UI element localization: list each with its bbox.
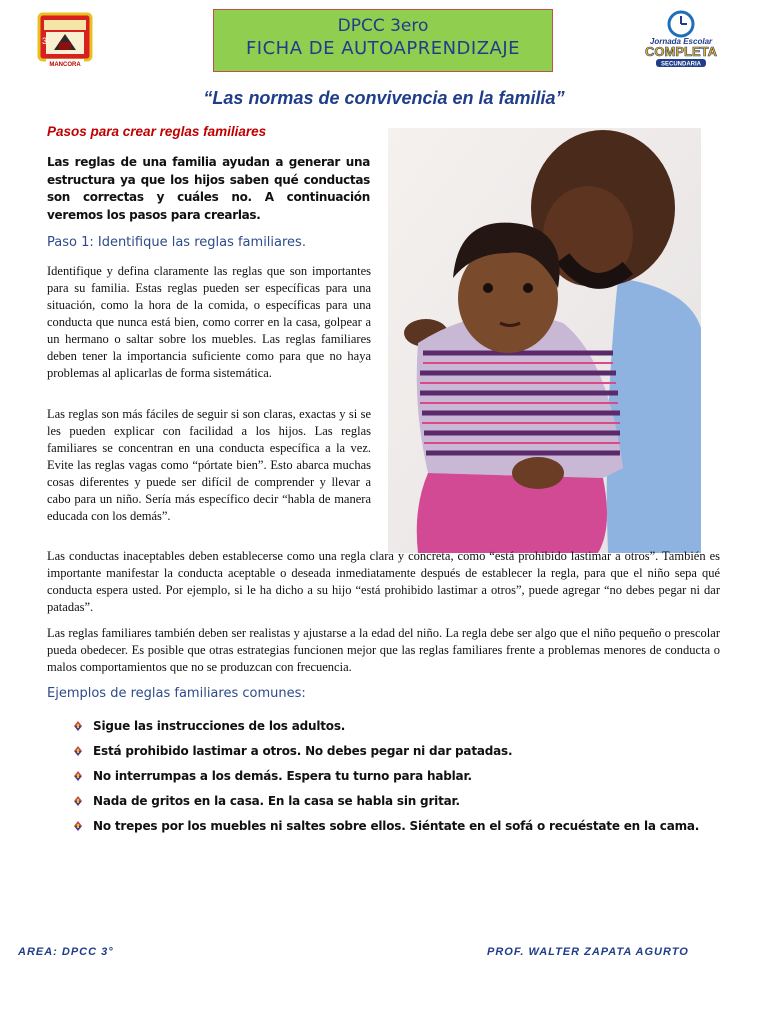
bullet-arrow-icon (72, 820, 84, 832)
rule-text: Está prohibido lastimar a otros. No debes pegar ni dar patadas. (93, 743, 513, 758)
step1-title: Paso 1: Identifique las reglas familiares. (47, 235, 306, 250)
footer-teacher: PROF. WALTER ZAPATA AGURTO (487, 946, 689, 958)
bullet-arrow-icon (72, 795, 84, 807)
bullet-arrow-icon (72, 745, 84, 757)
bullet-arrow-icon (72, 770, 84, 782)
school-logo-text: MANCORA (49, 62, 81, 68)
examples-title: Ejemplos de reglas familiares comunes: (47, 686, 306, 701)
school-shield-logo (36, 12, 94, 70)
jec-line2: COMPLETA (645, 44, 717, 59)
page-title: “Las normas de convivencia en la familia” (203, 88, 565, 108)
bullet-arrow-icon (72, 720, 84, 732)
course-label: DPCC 3ero (337, 16, 429, 36)
paragraph-1: Identifique y defina claramente las reglas que son importantes para su familia. Estas reglas pueden ser específicas para una situación, como la hora de la comida, o específicas para una conducta que nunca está bien, como correr en la casa, golpear a un hermano o saltar sobre los muebles. Las reglas familiares deben tener la importancia suficiente como para que no haya problemas al aplicarlas de forma sistemática. (47, 264, 371, 380)
rule-text: No trepes por los muebles ni saltes sobre ellos. Siéntate en el sofá o recuéstate en la cama. (93, 818, 700, 833)
section-title: Pasos para crear reglas familiares (47, 124, 267, 139)
list-item (72, 763, 699, 788)
list-item (72, 788, 699, 813)
worksheet-label: FICHA DE AUTOAPRENDIZAJE (245, 38, 521, 59)
svg-text:3: 3 (42, 36, 48, 46)
jornada-escolar-completa-logo (640, 8, 720, 70)
jec-line1: Jornada Escolar (649, 37, 713, 46)
paragraph-2: Las reglas son más fáciles de seguir si son claras, exactas y si se les pueden explicar con facilidad a los hijos. Las reglas familiares se concentran en una conducta específica a la vez. Evite las reglas vagas como “pórtate bien”. Esto abarca muchas cosas diferentes y puede ser difícil de comprender y llevar a cabo para un niño. Sería más específico decir “habla de manera educada con los demás”. (47, 407, 371, 523)
list-item (72, 713, 699, 738)
list-item (72, 813, 699, 838)
rule-text: Sigue las instrucciones de los adultos. (93, 718, 346, 733)
paragraph-4: Las reglas familiares también deben ser realistas y ajustarse a la edad del niño. La regla debe ser algo que el niño pequeño o prescolar pueda obedecer. Es posible que otras estrategias funcionen mejor que las reglas familiares frente a problemas menores de conducta o malos comportamientos que no se produzcan con frecuencia. (47, 626, 720, 674)
rule-text: Nada de gritos en la casa. En la casa se habla sin gritar. (93, 793, 460, 808)
list-item (72, 738, 699, 763)
header-box (213, 9, 553, 72)
rules-list (72, 713, 699, 838)
intro-paragraph: Las reglas de una familia ayudan a generar una estructura ya que los hijos saben qué conductas son correctas y cuáles no. A continuación veremos los pasos para crearlas. (47, 155, 370, 222)
paragraph-3: Las conductas inaceptables deben establecerse como una regla clara y concreta, como “está prohibido lastimar a otros”. También es importante manifestar la conducta aceptable o deseada inmediatamente después de establecer la regla, para que el niño sepa qué conducta espera usted. Por ejemplo, si le ha dicho a su hijo “está prohibido lastimar a otros”, puede agregar “no debes pegar ni dar patadas”. (47, 549, 720, 614)
footer-area: AREA: DPCC 3° (18, 946, 114, 958)
rule-text: No interrumpas a los demás. Espera tu turno para hablar. (93, 768, 472, 783)
father-daughter-photo (388, 128, 701, 553)
jec-line3: SECUNDARIA (660, 61, 702, 68)
